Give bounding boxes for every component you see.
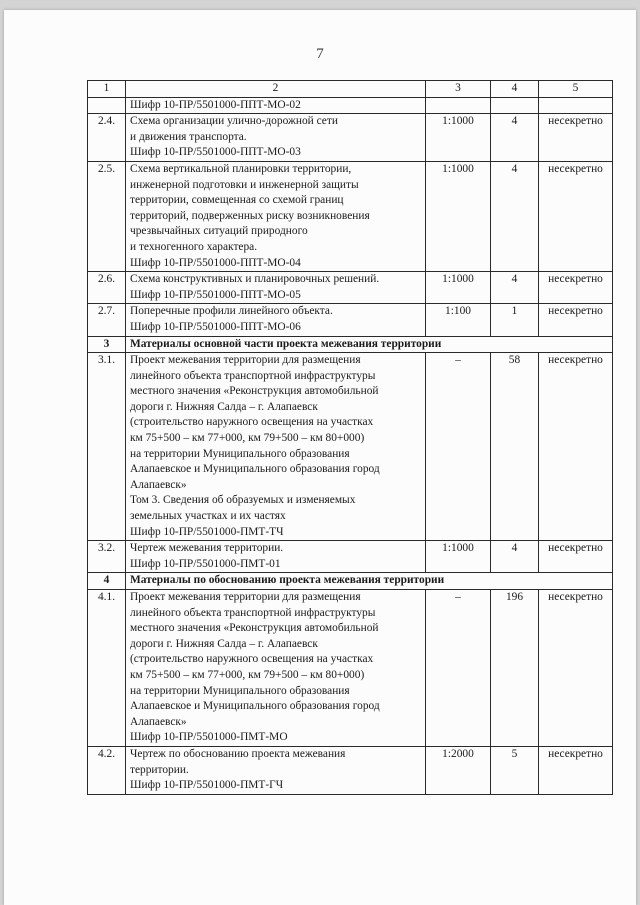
description-line: земельных участках и их частях: [130, 510, 286, 523]
table-row: [88, 97, 613, 114]
description-line: территорий, подверженных риску возникновения: [130, 209, 370, 222]
description-line: линейного объекта транспортной инфраструктуры: [130, 369, 376, 382]
item-description: [126, 97, 426, 114]
item-scale: 1:1000: [426, 161, 491, 271]
description-line: территории, совмещенная со схемой границ: [130, 194, 344, 207]
description-line: линейного объекта транспортной инфраструктуры: [130, 606, 376, 619]
description-line: местного значения «Реконструкция автомобильной: [130, 622, 379, 635]
description-line: Чертеж по обоснованию проекта межевания: [130, 747, 346, 760]
item-secrecy-status: несекретно: [539, 353, 613, 541]
description-line: Алапаевское и Муниципального образования город: [130, 463, 380, 476]
page-number: 7: [316, 46, 324, 62]
item-description: [126, 353, 426, 541]
section-row: [88, 336, 613, 353]
item-scale: 1:2000: [426, 746, 491, 794]
section-number: 3: [88, 336, 126, 353]
item-secrecy-status: несекретно: [539, 746, 613, 794]
description-line: Шифр 10-ПР/5501000-ППТ-МО-05: [130, 288, 301, 301]
column-header: 1: [88, 81, 126, 98]
item-description: [126, 746, 426, 794]
description-line: Алапаевск»: [130, 715, 187, 728]
item-number: [88, 97, 126, 114]
item-secrecy-status: несекретно: [539, 541, 613, 573]
column-header: 5: [539, 81, 613, 98]
item-number: 2.7.: [88, 304, 126, 336]
description-line: Схема вертикальной планировки территории,: [130, 162, 352, 175]
item-sheets: 4: [491, 541, 539, 573]
item-scale: –: [426, 590, 491, 747]
item-scale: [426, 97, 491, 114]
description-line: Шифр 10-ПР/5501000-ППТ-МО-04: [130, 256, 301, 269]
table-body: [88, 97, 613, 794]
item-scale: 1:1000: [426, 272, 491, 304]
description-line: на территории Муниципального образования: [130, 447, 350, 460]
item-secrecy-status: несекретно: [539, 272, 613, 304]
item-secrecy-status: несекретно: [539, 304, 613, 336]
description-line: Шифр 10-ПР/5501000-ПМТ-ГЧ: [130, 779, 284, 792]
item-sheets: 58: [491, 353, 539, 541]
description-line: Проект межевания территории для размещения: [130, 354, 361, 367]
description-line: (строительство наружного освещения на участках: [130, 416, 374, 429]
item-number: 4.1.: [88, 590, 126, 747]
item-secrecy-status: несекретно: [539, 161, 613, 271]
table-row: [88, 353, 613, 541]
description-line: территории.: [130, 763, 189, 776]
item-description: [126, 272, 426, 304]
description-line: Чертеж межевания территории.: [130, 542, 284, 555]
description-line: км 75+500 – км 77+000, км 79+500 – км 80+000): [130, 432, 365, 445]
item-description: [126, 304, 426, 336]
item-description: [126, 590, 426, 747]
description-line: Схема конструктивных и планировочных решений.: [130, 273, 380, 286]
item-scale: 1:1000: [426, 541, 491, 573]
table-row: [88, 746, 613, 794]
description-line: (строительство наружного освещения на участках: [130, 653, 374, 666]
item-sheets: 4: [491, 272, 539, 304]
item-secrecy-status: [539, 97, 613, 114]
item-number: 3.1.: [88, 353, 126, 541]
description-line: местного значения «Реконструкция автомобильной: [130, 385, 379, 398]
item-number: 3.2.: [88, 541, 126, 573]
section-number: 4: [88, 573, 126, 590]
description-line: чрезвычайных ситуаций природного: [130, 225, 308, 238]
document-page: [4, 10, 636, 905]
description-line: Шифр 10-ПР/5501000-ПМТ-01: [130, 557, 281, 570]
description-line: Шифр 10-ПР/5501000-ПМТ-МО: [130, 731, 288, 744]
description-line: Алапаевское и Муниципального образования город: [130, 700, 380, 713]
item-sheets: 1: [491, 304, 539, 336]
item-secrecy-status: несекретно: [539, 590, 613, 747]
item-scale: –: [426, 353, 491, 541]
table-row: [88, 114, 613, 162]
description-line: км 75+500 – км 77+000, км 79+500 – км 80+000): [130, 668, 365, 681]
item-number: 2.5.: [88, 161, 126, 271]
table-row: [88, 272, 613, 304]
description-line: на территории Муниципального образования: [130, 684, 350, 697]
item-sheets: 196: [491, 590, 539, 747]
item-sheets: 4: [491, 114, 539, 162]
table-header-row: [88, 81, 613, 98]
table-row: [88, 161, 613, 271]
description-line: Проект межевания территории для размещения: [130, 591, 361, 603]
table-row: [88, 304, 613, 336]
item-description: [126, 161, 426, 271]
description-line: дороги г. Нижняя Салда – г. Алапаевск: [130, 400, 318, 413]
section-title: Материалы основной части проекта межевания территории: [126, 336, 613, 353]
description-line: Шифр 10-ПР/5501000-ПМТ-ТЧ: [130, 525, 284, 538]
description-line: Алапаевск»: [130, 478, 187, 491]
documents-table: [87, 80, 613, 795]
item-sheets: 5: [491, 746, 539, 794]
item-number: 2.6.: [88, 272, 126, 304]
description-line: Том 3. Сведения об образуемых и изменяемых: [130, 494, 356, 507]
item-sheets: [491, 97, 539, 114]
description-line: Схема организации улично-дорожной сети: [130, 115, 338, 128]
column-header: 2: [126, 81, 426, 98]
description-line: Шифр 10-ПР/5501000-ППТ-МО-06: [130, 320, 301, 333]
item-scale: 1:100: [426, 304, 491, 336]
item-description: [126, 541, 426, 573]
table-row: [88, 590, 613, 747]
table-row: [88, 541, 613, 573]
section-row: [88, 573, 613, 590]
item-description: [126, 114, 426, 162]
item-sheets: 4: [491, 161, 539, 271]
description-line: Шифр 10-ПР/5501000-ППТ-МО-02: [130, 98, 301, 111]
description-line: Поперечные профили линейного объекта.: [130, 305, 333, 318]
description-line: дороги г. Нижняя Салда – г. Алапаевск: [130, 637, 318, 650]
description-line: Шифр 10-ПР/5501000-ППТ-МО-03: [130, 146, 301, 159]
column-header: 3: [426, 81, 491, 98]
section-title: Материалы по обоснованию проекта межевания территории: [126, 573, 613, 590]
column-header: 4: [491, 81, 539, 98]
item-secrecy-status: несекретно: [539, 114, 613, 162]
item-number: 4.2.: [88, 746, 126, 794]
description-line: и техногенного характера.: [130, 240, 258, 253]
item-number: 2.4.: [88, 114, 126, 162]
item-scale: 1:1000: [426, 114, 491, 162]
description-line: инженерной подготовки и инженерной защиты: [130, 178, 359, 191]
description-line: и движения транспорта.: [130, 130, 247, 143]
